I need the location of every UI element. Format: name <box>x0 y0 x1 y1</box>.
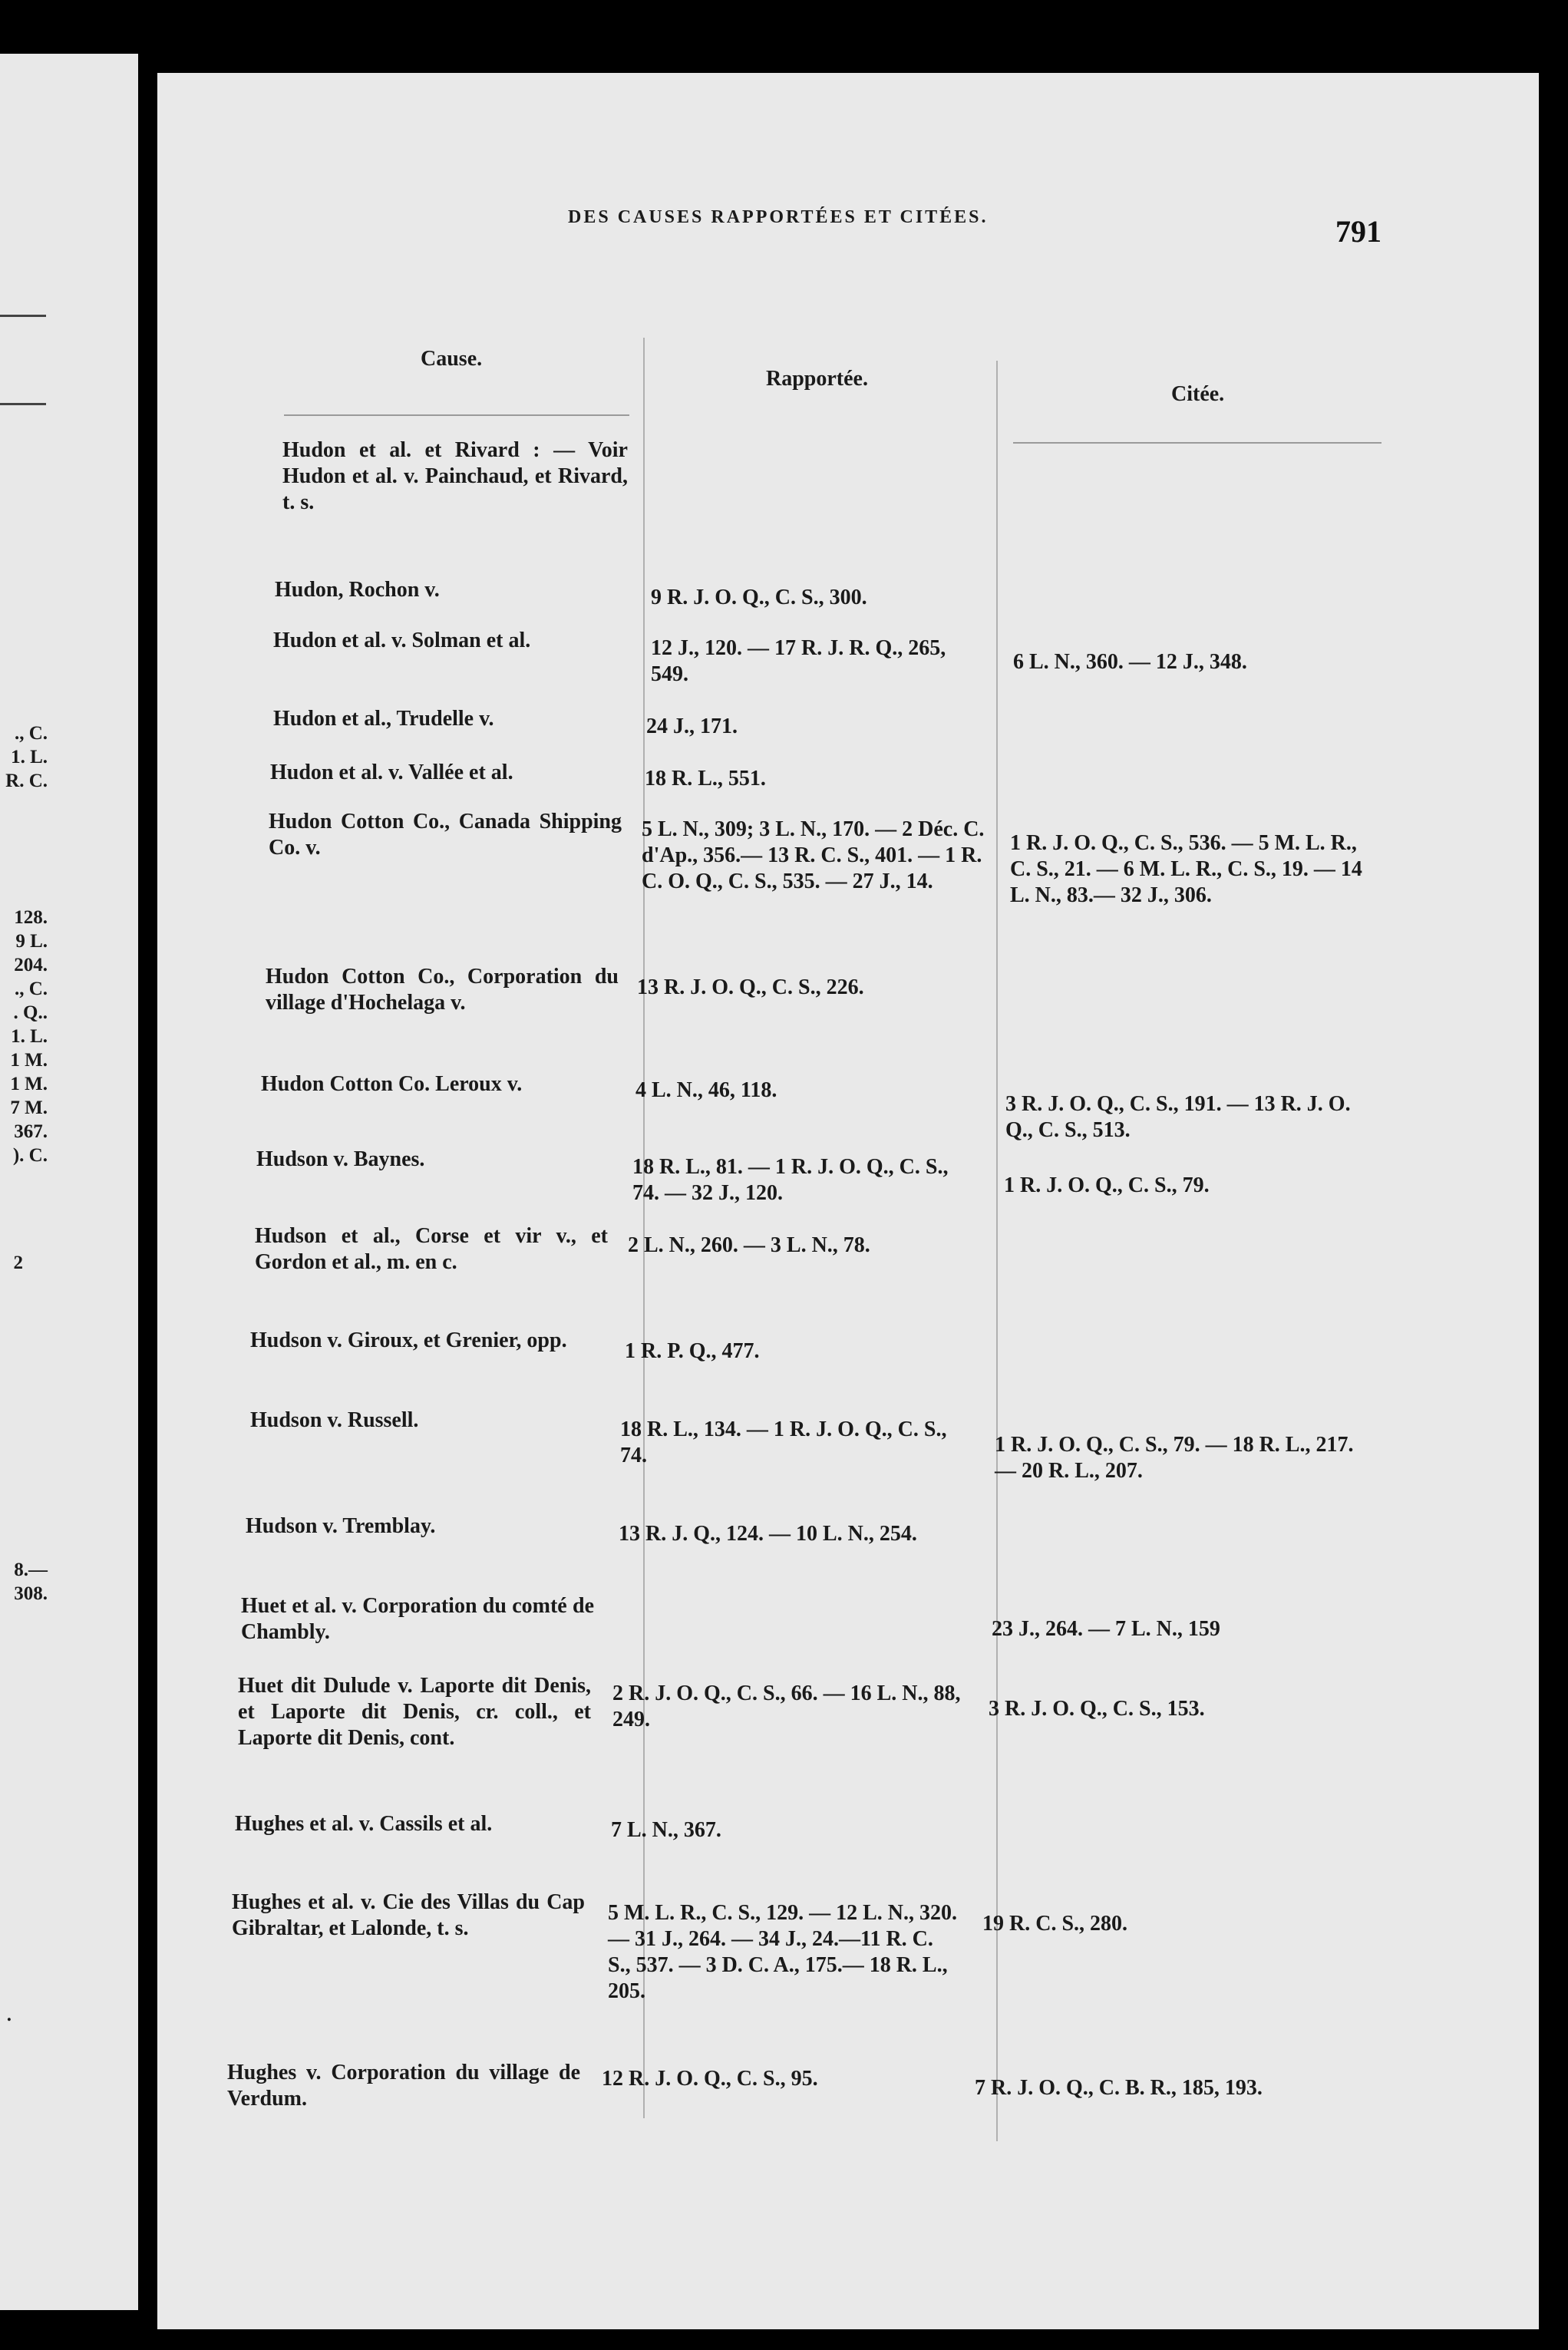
entry-cause: Hughes et al. v. Cie des Villas du Cap Gibraltar, et Lalonde, t. s. <box>232 1890 585 1940</box>
entry-cause: Hudon et al., Trudelle v. <box>273 707 494 731</box>
entry-cause: Hudon et al. et Rivard : — Voir Hudon et al. v. Painchaud, et Rivard, t. s. <box>282 438 628 514</box>
entry-rapportee: 4 L. N., 46, 118. <box>635 1078 777 1102</box>
column-header-rapportee: Rapportée. <box>766 367 868 391</box>
entry-cause: Huet et al. v. Corporation du comté de Chambly. <box>241 1594 594 1644</box>
entry-cause: Hudon Cotton Co., Canada Shipping Co. v. <box>269 810 622 860</box>
divider <box>0 403 46 405</box>
entry-cause: Hudon, Rochon v. <box>275 578 440 602</box>
entry-cause: Hughes et al. v. Cassils et al. <box>235 1812 493 1836</box>
entry-cause: Hudon Cotton Co. Leroux v. <box>261 1072 523 1096</box>
header-rule <box>284 414 629 416</box>
column-divider <box>996 361 998 2141</box>
entry-cause: Hudson v. Russell. <box>250 1408 419 1432</box>
entry-cause: Hudon Cotton Co., Corporation du village d'Hochelaga v. <box>266 965 619 1015</box>
entry-cause: Hudon et al. v. Solman et al. <box>273 629 531 652</box>
header-rule <box>1013 442 1381 444</box>
entry-citee: 6 L. N., 360. — 12 J., 348. <box>1013 650 1247 674</box>
entry-rapportee: 12 J., 120. — 17 R. J. R. Q., 265, 549. <box>651 636 946 686</box>
entry-cause: Hudson v. Tremblay. <box>246 1514 436 1538</box>
column-header-citee: Citée. <box>1171 382 1225 406</box>
entry-citee: 1 R. J. O. Q., C. S., 79. <box>1004 1173 1210 1197</box>
column-divider <box>643 338 645 2118</box>
left-page-edge <box>0 54 138 2310</box>
entry-citee: 19 R. C. S., 280. <box>982 1912 1128 1936</box>
left-page-fragment: ., C. 1. L. R. C. <box>5 723 48 791</box>
left-page-fragment: 2 <box>13 1253 23 1273</box>
entry-rapportee: 5 L. N., 309; 3 L. N., 170. — 2 Déc. C. d'Ap., 356.— 13 R. C. S., 401. — 1 R. C. O. Q., C. S., 535. — 27 J., 14. <box>642 817 985 893</box>
entry-rapportee: 2 L. N., 260. — 3 L. N., 78. <box>628 1233 870 1257</box>
entry-cause: Hughes v. Corporation du village de Verdum. <box>227 2061 580 2111</box>
entry-rapportee: 18 R. L., 134. — 1 R. J. O. Q., C. S., 74. <box>620 1418 947 1467</box>
entry-rapportee: 24 J., 171. <box>646 715 738 738</box>
column-header-cause: Cause. <box>421 347 483 371</box>
entry-rapportee: 18 R. L., 551. <box>645 767 766 790</box>
entry-rapportee: 7 L. N., 367. <box>611 1818 721 1842</box>
entry-cause: Huet dit Dulude v. Laporte dit Denis, et Laporte dit Denis, cr. coll., et Laporte dit Denis, cont. <box>238 1674 591 1750</box>
entry-citee: 3 R. J. O. Q., C. S., 191. — 13 R. J. O. Q., C. S., 513. <box>1005 1092 1351 1142</box>
left-page-fragment: 128. 9 L. 204. ., C. . Q.. 1. L. 1 M. 1 M. 7 M. 367. ). C. <box>10 907 48 1166</box>
left-page-fragment: 8.— 308. <box>14 1560 48 1604</box>
entry-rapportee: 5 M. L. R., C. S., 129. — 12 L. N., 320. — 31 J., 264. — 34 J., 24.—11 R. C. S., 537. — 3 D. C. A., 175.— 18 R. L., 205. <box>608 1901 958 2003</box>
entry-rapportee: 9 R. J. O. Q., C. S., 300. <box>651 586 867 609</box>
entry-rapportee: 2 R. J. O. Q., C. S., 66. — 16 L. N., 88, 249. <box>612 1682 961 1731</box>
running-title: DES CAUSES RAPPORTÉES ET CITÉES. <box>568 207 989 227</box>
entry-citee: 23 J., 264. — 7 L. N., 159 <box>992 1617 1220 1641</box>
entry-cause: Hudson v. Giroux, et Grenier, opp. <box>250 1328 567 1352</box>
entry-cause: Hudson et al., Corse et vir v., et Gordon et al., m. en c. <box>255 1224 608 1274</box>
entry-rapportee: 13 R. J. O. Q., C. S., 226. <box>637 975 864 999</box>
entry-citee: 7 R. J. O. Q., C. B. R., 185, 193. <box>975 2076 1263 2100</box>
entry-rapportee: 1 R. P. Q., 477. <box>625 1339 760 1363</box>
entry-citee: 3 R. J. O. Q., C. S., 153. <box>989 1697 1205 1721</box>
page-number: 791 <box>1335 214 1381 249</box>
entry-rapportee: 13 R. J. Q., 124. — 10 L. N., 254. <box>619 1522 917 1546</box>
entry-rapportee: 12 R. J. O. Q., C. S., 95. <box>602 2067 818 2091</box>
entry-citee: 1 R. J. O. Q., C. S., 536. — 5 M. L. R., C. S., 21. — 6 M. L. R., C. S., 19. — 14 L. N., 83.— 32 J., 306. <box>1010 831 1362 907</box>
entry-cause: Hudson v. Baynes. <box>256 1147 425 1171</box>
entry-citee: 1 R. J. O. Q., C. S., 79. — 18 R. L., 217. — 20 R. L., 207. <box>995 1433 1354 1483</box>
entry-rapportee: 18 R. L., 81. — 1 R. J. O. Q., C. S., 74. — 32 J., 120. <box>632 1155 949 1205</box>
left-page-fragment: . <box>6 2005 12 2025</box>
divider <box>0 315 46 317</box>
entry-cause: Hudon et al. v. Vallée et al. <box>270 761 513 784</box>
